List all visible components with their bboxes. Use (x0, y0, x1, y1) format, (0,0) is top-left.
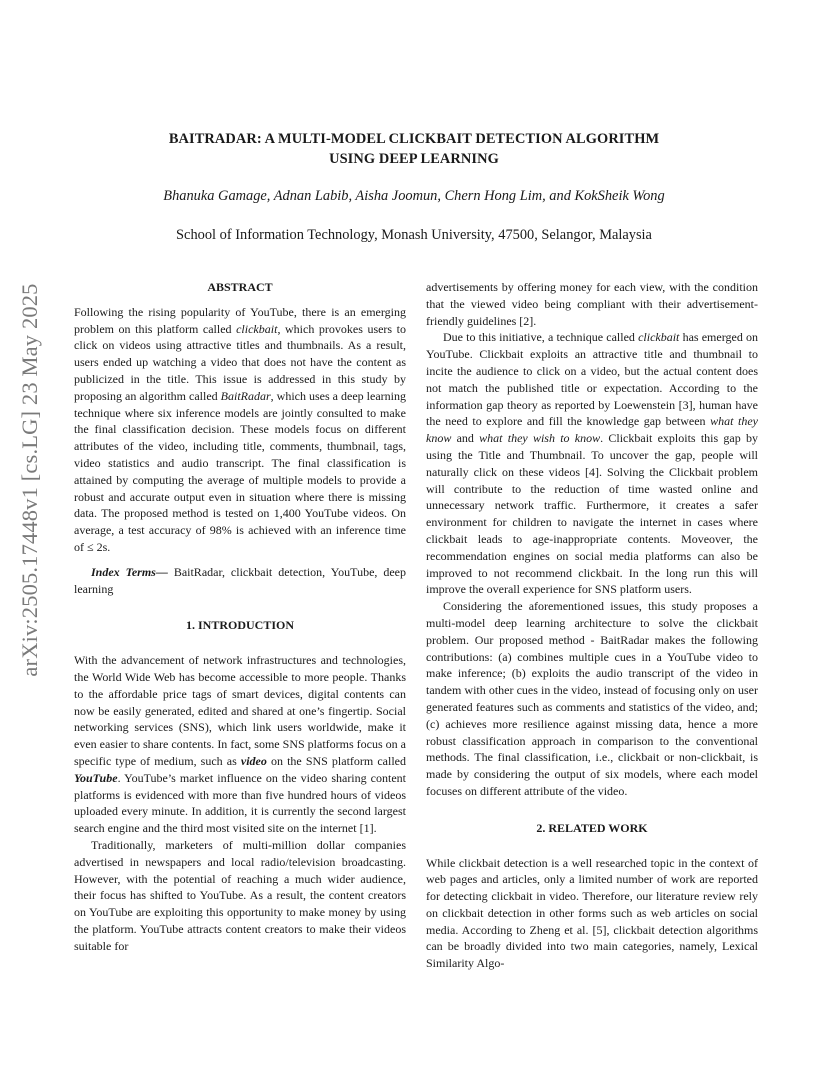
abstract-heading: ABSTRACT (207, 280, 273, 294)
paper-title-line2: USING DEEP LEARNING (329, 151, 499, 167)
intro-paragraph-3: advertisements by offering money for each view, with the condition that the viewed video being compliant with their advertisement-friendly guidelines [2]. (426, 280, 758, 328)
related-work-paragraph: While clickbait detection is a well researched topic in the context of web pages and articles, only a limited number of work are reported for detecting clickbait in video. Therefore, our literature review rely on clickbait detection in other forms such as web articles on social media. According to Zheng et al. [5], clickbait detection algorithms can be broadly divided into two main categories, namely, Lexical Similarity Algo- (426, 855, 758, 971)
intro-paragraph-1: With the advancement of network infrastructures and technologies, the World Wide Web has become accessible to more people. Thanks to the affordable price tags of smart devices, digital contents can now be easily generated, edited and shared at one’s fingertip. Social networking services (SNS), which link users worldwide, make it even easier to share contents. In fact, some SNS platforms focus on a specific type of medium, such as video on the SNS platform called YouTube. YouTube’s market influence on the video sharing content platforms is evidenced with more than five hundred hours of videos uploaded every minute. In addition, it is currently the second largest search engine and the third most visited site on the internet [1]. (74, 653, 406, 836)
intro-paragraph-5: Considering the aforementioned issues, this study proposes a multi-model deep learning architecture to solve the clickbait problem. Our proposed method - BaitRadar makes the following contributions: (a) combines multiple cues in a YouTube video to make inference; (b) exploits the audio transcript of the video in tandem with other cues in the video, instead of focusing only on user generated features such as comments and statistics of the video, and; (c) achieves more resilience against missing data, hence a more robust classification approach in comparison to the conventional methods. The final classification, i.e., clickbait or non-clickbait, is made by considering the output of six models, where each model focuses on different attribute of the video. (426, 599, 758, 798)
index-terms: Index Terms— BaitRadar, clickbait detection, YouTube, deep learning (74, 564, 406, 596)
related-work-heading: 2. RELATED WORK (536, 820, 648, 835)
intro-paragraph-2: Traditionally, marketers of multi-million dollar companies advertised in newspapers and local radio/television broadcasting. However, with the potential of reaching a much wider audience, their focus has shifted to YouTube. As a result, the content creators on YouTube are exploiting this opportunity to make money by using the platform. YouTube attracts content creators to make their videos suitable for (74, 837, 406, 953)
author-list: Bhanuka Gamage, Adnan Labib, Aisha Joomun, Chern Hong Lim, and KokSheik Wong (163, 188, 665, 204)
left-column (74, 279, 406, 954)
intro-paragraph-4: Due to this initiative, a technique called clickbait has emerged on YouTube. Clickbait exploits an attractive title and thumbnail to incite the audience to click on a video, but the actual content does not match the published title or expectation. According to the information gap theory as reported by Loewenstein [3], human have the need to explore and fill the knowledge gap between what they know and what they wish to know. Clickbait exploits this gap by using the Title and Thumbnail. To uncover the gap, people will naturally click on these videos [4]. Solving the Clickbait problem will contribute to the reduction of time wasted online and unnecessary network traffic. Furthermore, it creates a safer environment for children to navigate the internet in cases where clickbait leads to age-inappropriate contents. Moveover, the recommendation engines on social media platforms can also be improved to not recommend clickbait. In the long run this will improve the overall experience for SNS platform users. (426, 330, 759, 597)
arxiv-stamp (0, 283, 60, 677)
abstract-paragraph: Following the rising popularity of YouTube, there is an emerging problem on this platform called clickbait, which provokes users to click on videos using attractive titles and thumbnails. As a result, users ended up watching a video that does not have the content as publicized in the title. This issue is addressed in this study by proposing an algorithm called BaitRadar, which uses a deep learning technique where six inference models are jointly consulted to make the final classification decision. These models focus on different attributes of the video, including title, comments, thumbnail, tags, video statistics and audio transcript. The final classification is attained by computing the average of multiple models to provide a robust and accurate output even in situation where there is missing data. The proposed method is tested on 1,400 YouTube videos. On average, a test accuracy of 98% is achieved with an inference time of ≤ 2s. (74, 304, 406, 554)
paper-title (0, 129, 828, 169)
affiliation: School of Information Technology, Monash University, 47500, Selangor, Malaysia (176, 227, 652, 243)
intro-heading: 1. INTRODUCTION (185, 618, 294, 633)
right-column (426, 279, 758, 972)
arxiv-stamp-text: arXiv:2505.17448v1 [cs.LG] 23 May 2025 (17, 283, 42, 677)
paper-title-line1: BAITRADAR: A MULTI-MODEL CLICKBAIT DETECTION ALGORITHM (168, 131, 660, 147)
